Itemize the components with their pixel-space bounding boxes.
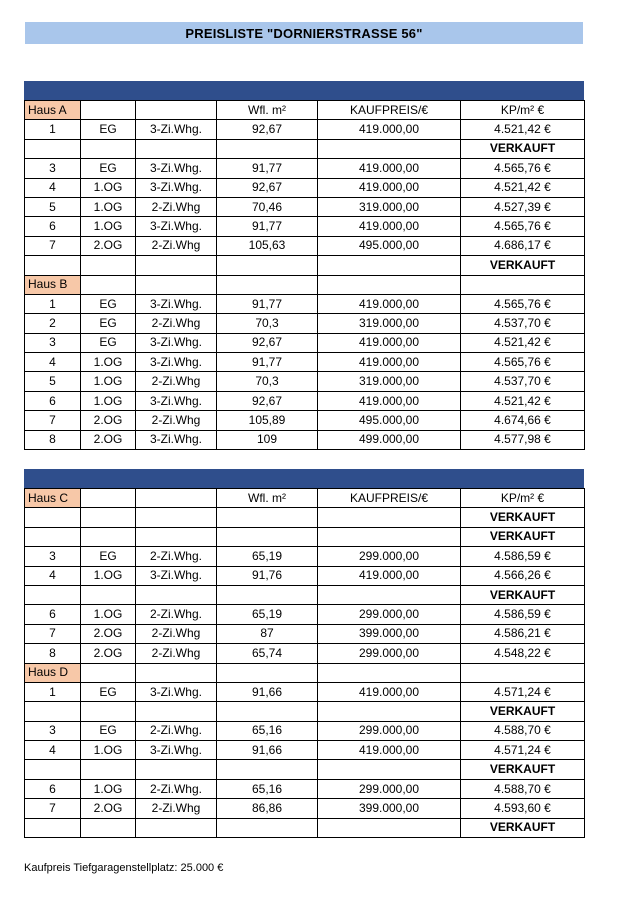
sold-status: VERKAUFT (461, 508, 585, 527)
sold-row (25, 760, 585, 779)
purchase-price-cell (318, 702, 461, 721)
footnote: Kaufpreis Tiefgaragenstellplatz: 25.000 € (24, 862, 224, 874)
table-cell (136, 489, 217, 508)
table-cell: EG (81, 547, 136, 566)
table-cell: 3 (25, 333, 81, 352)
table-cell (136, 818, 217, 837)
table-cell (81, 508, 136, 527)
table-cell (25, 760, 81, 779)
sold-status: VERKAUFT (461, 702, 585, 721)
table-row (25, 605, 585, 624)
purchase-price-cell (318, 527, 461, 546)
living-area-cell (217, 663, 318, 682)
purchase-price-cell: 299.000,00 (318, 721, 461, 740)
table-cell: EG (81, 159, 136, 178)
table-row (25, 644, 585, 663)
living-area-cell: 65,16 (217, 779, 318, 798)
living-area-cell (217, 760, 318, 779)
living-area-cell: 87 (217, 624, 318, 643)
price-per-sqm-cell: KP/m² € (461, 489, 585, 508)
sold-status: VERKAUFT (461, 527, 585, 546)
purchase-price-cell: 419.000,00 (318, 391, 461, 410)
sold-row (25, 702, 585, 721)
table-cell: 5 (25, 372, 81, 391)
table-cell: 8 (25, 644, 81, 663)
table-cell (25, 256, 81, 275)
house-header-row (25, 275, 585, 294)
table-row (25, 779, 585, 798)
house-label: Haus C (25, 489, 81, 508)
table-cell (25, 508, 81, 527)
living-area-cell (217, 818, 318, 837)
table-cell: 2.OG (81, 411, 136, 430)
price-per-sqm-cell: 4.537,70 € (461, 372, 585, 391)
purchase-price-cell: 495.000,00 (318, 411, 461, 430)
table-cell: 2-Zi.Whg (136, 624, 217, 643)
house-label: Haus B (25, 275, 81, 294)
purchase-price-cell: 419.000,00 (318, 120, 461, 139)
purchase-price-cell: KAUFPREIS/€ (318, 101, 461, 120)
sold-status: VERKAUFT (461, 818, 585, 837)
price-per-sqm-cell (461, 663, 585, 682)
table-cell (81, 139, 136, 158)
table-cell (136, 139, 217, 158)
price-per-sqm-cell: 4.548,22 € (461, 644, 585, 663)
sold-status: VERKAUFT (461, 760, 585, 779)
table-row (25, 741, 585, 760)
table-cell: 3-Zi.Whg. (136, 430, 217, 449)
purchase-price-cell (318, 663, 461, 682)
purchase-price-cell: 319.000,00 (318, 314, 461, 333)
living-area-cell: 91,77 (217, 159, 318, 178)
table-cell: 1.OG (81, 372, 136, 391)
table-cell: 3-Zi.Whg. (136, 294, 217, 313)
purchase-price-cell: 399.000,00 (318, 799, 461, 818)
sold-status: VERKAUFT (461, 256, 585, 275)
sold-row (25, 508, 585, 527)
table-cell (81, 663, 136, 682)
table-cell: 7 (25, 799, 81, 818)
purchase-price-cell (318, 256, 461, 275)
table-cell: 2-Zi.Whg (136, 411, 217, 430)
table-cell (81, 256, 136, 275)
living-area-cell: 65,16 (217, 721, 318, 740)
table-cell (136, 760, 217, 779)
table-row (25, 120, 585, 139)
price-per-sqm-cell: 4.527,39 € (461, 197, 585, 216)
table-cell: 1.OG (81, 353, 136, 372)
table-row (25, 333, 585, 352)
table-cell: 3-Zi.Whg. (136, 353, 217, 372)
table-cell: 2-Zi.Whg (136, 236, 217, 255)
living-area-cell: 92,67 (217, 178, 318, 197)
house-header-row (25, 101, 585, 120)
price-per-sqm-cell: 4.565,76 € (461, 294, 585, 313)
table-row (25, 566, 585, 585)
purchase-price-cell: 499.000,00 (318, 430, 461, 449)
table-cell (136, 527, 217, 546)
purchase-price-cell: 419.000,00 (318, 217, 461, 236)
living-area-cell: 65,19 (217, 605, 318, 624)
table-row (25, 721, 585, 740)
living-area-cell: 92,67 (217, 333, 318, 352)
table-row (25, 391, 585, 410)
table-row (25, 236, 585, 255)
price-per-sqm-cell: KP/m² € (461, 101, 585, 120)
table-cell (81, 101, 136, 120)
price-per-sqm-cell: 4.521,42 € (461, 178, 585, 197)
table-cell: EG (81, 682, 136, 701)
table-cell: EG (81, 721, 136, 740)
price-per-sqm-cell: 4.686,17 € (461, 236, 585, 255)
table-cell (136, 702, 217, 721)
house-header-row (25, 663, 585, 682)
table-cell: 7 (25, 236, 81, 255)
price-per-sqm-cell: 4.586,21 € (461, 624, 585, 643)
table-cell: 3-Zi.Whg. (136, 333, 217, 352)
table-cell: 2-Zi.Whg (136, 197, 217, 216)
table-row (25, 430, 585, 449)
purchase-price-cell: 419.000,00 (318, 333, 461, 352)
living-area-cell: 86,86 (217, 799, 318, 818)
table-header-bar (24, 469, 584, 488)
living-area-cell (217, 527, 318, 546)
table-cell: 6 (25, 779, 81, 798)
table-cell: 3 (25, 547, 81, 566)
sold-row (25, 527, 585, 546)
page-title: PREISLISTE "DORNIERSTRASSE 56" (25, 22, 583, 44)
purchase-price-cell: 419.000,00 (318, 741, 461, 760)
purchase-price-cell: 319.000,00 (318, 197, 461, 216)
table-cell (25, 139, 81, 158)
purchase-price-cell: 319.000,00 (318, 372, 461, 391)
table-cell: 2-Zi.Whg (136, 799, 217, 818)
table-cell: 3-Zi.Whg. (136, 566, 217, 585)
table-cell: 2.OG (81, 624, 136, 643)
table-cell (81, 702, 136, 721)
table-cell: 2-Zi.Whg. (136, 605, 217, 624)
table-cell: 1.OG (81, 391, 136, 410)
table-cell: 2-Zi.Whg. (136, 547, 217, 566)
table-row (25, 372, 585, 391)
purchase-price-cell: 419.000,00 (318, 178, 461, 197)
living-area-cell (217, 702, 318, 721)
table-cell (136, 663, 217, 682)
table-cell (136, 508, 217, 527)
living-area-cell: 105,63 (217, 236, 318, 255)
purchase-price-cell: 419.000,00 (318, 294, 461, 313)
price-table-block-1 (24, 81, 584, 450)
price-per-sqm-cell: 4.565,76 € (461, 217, 585, 236)
purchase-price-cell (318, 275, 461, 294)
price-table (24, 100, 585, 450)
table-cell: 4 (25, 741, 81, 760)
living-area-cell: 92,67 (217, 391, 318, 410)
table-cell (81, 489, 136, 508)
table-row (25, 197, 585, 216)
price-per-sqm-cell: 4.521,42 € (461, 333, 585, 352)
sold-row (25, 585, 585, 604)
table-row (25, 314, 585, 333)
purchase-price-cell (318, 508, 461, 527)
table-cell (136, 585, 217, 604)
table-cell: 1 (25, 294, 81, 313)
table-cell: 1.OG (81, 779, 136, 798)
price-per-sqm-cell: 4.565,76 € (461, 159, 585, 178)
price-per-sqm-cell: 4.586,59 € (461, 547, 585, 566)
table-cell: 2 (25, 314, 81, 333)
living-area-cell (217, 256, 318, 275)
table-header-bar (24, 81, 584, 100)
table-cell: 3-Zi.Whg. (136, 120, 217, 139)
price-per-sqm-cell (461, 275, 585, 294)
table-cell: 2.OG (81, 236, 136, 255)
table-cell: 2-Zi.Whg (136, 314, 217, 333)
purchase-price-cell: 299.000,00 (318, 779, 461, 798)
purchase-price-cell (318, 585, 461, 604)
purchase-price-cell: 299.000,00 (318, 644, 461, 663)
table-cell: 1 (25, 120, 81, 139)
table-cell: 7 (25, 411, 81, 430)
table-cell (81, 760, 136, 779)
table-cell: 3-Zi.Whg. (136, 178, 217, 197)
table-cell: 3-Zi.Whg. (136, 682, 217, 701)
table-cell: 2-Zi.Whg. (136, 721, 217, 740)
living-area-cell (217, 275, 318, 294)
table-cell: 2.OG (81, 430, 136, 449)
table-cell: 6 (25, 217, 81, 236)
table-row (25, 799, 585, 818)
table-cell (25, 527, 81, 546)
living-area-cell: Wfl. m² (217, 489, 318, 508)
table-cell (81, 818, 136, 837)
table-cell: EG (81, 333, 136, 352)
table-cell (81, 585, 136, 604)
table-row (25, 547, 585, 566)
purchase-price-cell: 399.000,00 (318, 624, 461, 643)
price-per-sqm-cell: 4.674,66 € (461, 411, 585, 430)
table-cell: 1.OG (81, 605, 136, 624)
table-cell: 6 (25, 391, 81, 410)
living-area-cell: 91,76 (217, 566, 318, 585)
price-per-sqm-cell: 4.571,24 € (461, 741, 585, 760)
table-cell: 1.OG (81, 178, 136, 197)
table-cell: 1.OG (81, 197, 136, 216)
house-label: Haus D (25, 663, 81, 682)
price-per-sqm-cell: 4.588,70 € (461, 721, 585, 740)
living-area-cell (217, 139, 318, 158)
table-cell: 3-Zi.Whg. (136, 391, 217, 410)
table-cell (136, 101, 217, 120)
living-area-cell (217, 585, 318, 604)
price-per-sqm-cell: 4.521,42 € (461, 391, 585, 410)
table-row (25, 178, 585, 197)
table-cell: 3-Zi.Whg. (136, 741, 217, 760)
table-cell: 4 (25, 566, 81, 585)
price-per-sqm-cell: 4.586,59 € (461, 605, 585, 624)
table-cell: 8 (25, 430, 81, 449)
table-cell: 7 (25, 624, 81, 643)
living-area-cell: 70,3 (217, 314, 318, 333)
purchase-price-cell (318, 760, 461, 779)
price-per-sqm-cell: 4.588,70 € (461, 779, 585, 798)
price-table (24, 488, 585, 838)
table-cell: 4 (25, 178, 81, 197)
sold-status: VERKAUFT (461, 585, 585, 604)
living-area-cell: 91,77 (217, 353, 318, 372)
sold-row (25, 256, 585, 275)
house-label: Haus A (25, 101, 81, 120)
price-per-sqm-cell: 4.537,70 € (461, 314, 585, 333)
table-cell: EG (81, 314, 136, 333)
table-cell: EG (81, 120, 136, 139)
table-cell: 1.OG (81, 741, 136, 760)
purchase-price-cell: KAUFPREIS/€ (318, 489, 461, 508)
table-cell: 2.OG (81, 799, 136, 818)
table-row (25, 294, 585, 313)
table-cell: 2-Zi.Whg. (136, 779, 217, 798)
price-per-sqm-cell: 4.571,24 € (461, 682, 585, 701)
table-cell: 3 (25, 721, 81, 740)
purchase-price-cell: 299.000,00 (318, 605, 461, 624)
purchase-price-cell: 495.000,00 (318, 236, 461, 255)
house-header-row (25, 489, 585, 508)
price-per-sqm-cell: 4.521,42 € (461, 120, 585, 139)
sold-row (25, 139, 585, 158)
living-area-cell: 70,46 (217, 197, 318, 216)
table-cell: 2.OG (81, 644, 136, 663)
table-cell: 2-Zi.Whg (136, 372, 217, 391)
living-area-cell: 65,19 (217, 547, 318, 566)
table-row (25, 624, 585, 643)
table-row (25, 682, 585, 701)
table-cell: 2-Zi.Whg (136, 644, 217, 663)
purchase-price-cell (318, 139, 461, 158)
table-cell: 6 (25, 605, 81, 624)
table-cell: 5 (25, 197, 81, 216)
living-area-cell: 91,66 (217, 682, 318, 701)
living-area-cell: 91,66 (217, 741, 318, 760)
table-cell (25, 702, 81, 721)
purchase-price-cell: 419.000,00 (318, 682, 461, 701)
table-cell: 3-Zi.Whg. (136, 159, 217, 178)
price-per-sqm-cell: 4.566,26 € (461, 566, 585, 585)
living-area-cell: 91,77 (217, 294, 318, 313)
table-row (25, 159, 585, 178)
table-cell: 4 (25, 353, 81, 372)
purchase-price-cell: 419.000,00 (318, 566, 461, 585)
table-cell: 1 (25, 682, 81, 701)
living-area-cell: Wfl. m² (217, 101, 318, 120)
price-table-block-2 (24, 469, 584, 838)
purchase-price-cell: 299.000,00 (318, 547, 461, 566)
table-cell (25, 585, 81, 604)
table-row (25, 353, 585, 372)
table-cell (136, 256, 217, 275)
sold-row (25, 818, 585, 837)
table-cell: 3 (25, 159, 81, 178)
price-per-sqm-cell: 4.593,60 € (461, 799, 585, 818)
purchase-price-cell: 419.000,00 (318, 353, 461, 372)
table-cell: 3-Zi.Whg. (136, 217, 217, 236)
table-cell (81, 527, 136, 546)
price-per-sqm-cell: 4.565,76 € (461, 353, 585, 372)
sold-status: VERKAUFT (461, 139, 585, 158)
living-area-cell: 91,77 (217, 217, 318, 236)
table-row (25, 217, 585, 236)
living-area-cell: 92,67 (217, 120, 318, 139)
table-cell (136, 275, 217, 294)
living-area-cell (217, 508, 318, 527)
purchase-price-cell (318, 818, 461, 837)
price-per-sqm-cell: 4.577,98 € (461, 430, 585, 449)
table-cell: EG (81, 294, 136, 313)
living-area-cell: 109 (217, 430, 318, 449)
table-row (25, 411, 585, 430)
living-area-cell: 70,3 (217, 372, 318, 391)
living-area-cell: 105,89 (217, 411, 318, 430)
table-cell: 1.OG (81, 566, 136, 585)
table-cell: 1.OG (81, 217, 136, 236)
purchase-price-cell: 419.000,00 (318, 159, 461, 178)
table-cell (25, 818, 81, 837)
table-cell (81, 275, 136, 294)
living-area-cell: 65,74 (217, 644, 318, 663)
